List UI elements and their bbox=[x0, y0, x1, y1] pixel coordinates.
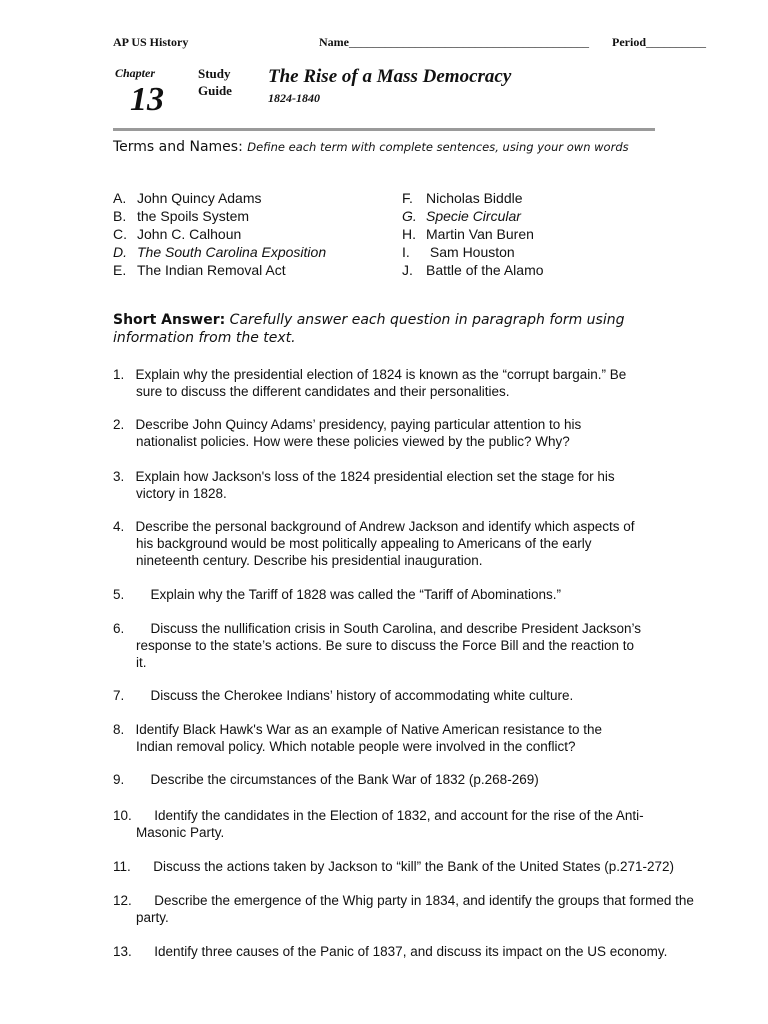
question-item bbox=[113, 416, 713, 450]
term-letter: F. bbox=[402, 190, 413, 206]
question-text: Discuss the Cherokee Indians’ history of accommodating white culture. bbox=[135, 688, 574, 703]
term-letter: J. bbox=[402, 262, 413, 278]
question-text: Describe the personal background of Andrew Jackson and identify which aspects of bbox=[135, 519, 635, 534]
question-item bbox=[113, 620, 713, 671]
question-number: 8. bbox=[113, 722, 136, 737]
question-continuation-line: nationalist policies. How were these policies viewed by the public? Why? bbox=[136, 434, 570, 449]
question-first-line bbox=[113, 943, 713, 960]
question-item bbox=[113, 468, 713, 502]
term-letter: G. bbox=[402, 208, 417, 224]
question-first-line bbox=[113, 771, 713, 788]
question-first-line bbox=[113, 518, 713, 535]
short-answer-instruction-1: Carefully answer each question in paragraph form using bbox=[229, 312, 625, 328]
question-continuation-line: response to the state’s actions. Be sure to discuss the Force Bill and the reaction to bbox=[136, 638, 635, 653]
question-first-line bbox=[113, 892, 713, 909]
name-field[interactable] bbox=[319, 35, 589, 50]
term-item bbox=[113, 225, 326, 243]
question-continuation-line: it. bbox=[136, 655, 147, 670]
question-item bbox=[113, 687, 713, 704]
question-item bbox=[113, 518, 713, 569]
question-first-line bbox=[113, 807, 713, 824]
term-text: Nicholas Biddle bbox=[426, 190, 523, 206]
question-item bbox=[113, 892, 713, 926]
question-item bbox=[113, 366, 713, 400]
term-text: The South Carolina Exposition bbox=[137, 244, 327, 260]
question-continuation-line: his background would be most politically appealing to Americans of the early bbox=[136, 536, 592, 551]
short-answer-heading: Short Answer: bbox=[113, 312, 226, 328]
question-number: 4. bbox=[113, 519, 136, 534]
course-label: AP US History bbox=[113, 35, 189, 49]
question-text: Explain how Jackson's loss of the 1824 presidential election set the stage for his bbox=[135, 469, 615, 484]
term-letter: D. bbox=[113, 244, 127, 260]
term-item bbox=[113, 207, 326, 225]
question-number: 11. bbox=[113, 859, 143, 874]
chapter-years: 1824-1840 bbox=[268, 91, 320, 105]
terms-heading: Terms and Names: bbox=[113, 139, 243, 155]
question-first-line bbox=[113, 468, 713, 485]
question-number: 9. bbox=[113, 772, 136, 787]
term-text: John Quincy Adams bbox=[137, 190, 262, 206]
short-answer-instruction-2: information from the text. bbox=[113, 330, 296, 346]
question-item bbox=[113, 858, 713, 875]
question-number: 1. bbox=[113, 367, 136, 382]
chapter-number: 13 bbox=[130, 81, 164, 118]
term-item bbox=[402, 207, 544, 225]
term-letter: I. bbox=[402, 244, 410, 260]
term-item bbox=[402, 243, 544, 261]
term-letter: C. bbox=[113, 226, 127, 242]
question-continuation-line: Masonic Party. bbox=[136, 825, 225, 840]
question-number: 5. bbox=[113, 587, 136, 602]
question-text: Identify three causes of the Panic of 1837, and discuss its impact on the US economy. bbox=[143, 944, 668, 959]
question-continuation-line: sure to discuss the different candidates and their personalities. bbox=[136, 384, 510, 399]
question-text: Discuss the nullification crisis in South Carolina, and describe President Jackson’s bbox=[135, 621, 642, 636]
question-text: Explain why the presidential election of 1824 is known as the “corrupt bargain.” Be bbox=[135, 367, 627, 382]
question-item bbox=[113, 721, 713, 755]
term-letter: A. bbox=[113, 190, 127, 206]
question-item bbox=[113, 943, 713, 960]
terms-left-column bbox=[113, 189, 326, 279]
question-text: Discuss the actions taken by Jackson to “kill” the Bank of the United States (p.271-272) bbox=[142, 859, 675, 874]
question-text: Describe the emergence of the Whig party in 1834, and identify the groups that formed the bbox=[143, 893, 694, 908]
question-text: Explain why the Tariff of 1828 was called the “Tariff of Abominations.” bbox=[135, 587, 561, 602]
question-text: Describe John Quincy Adams’ presidency, paying particular attention to his bbox=[135, 417, 582, 432]
question-item bbox=[113, 807, 713, 841]
question-first-line bbox=[113, 858, 713, 875]
term-letter: H. bbox=[402, 226, 416, 242]
term-text: Martin Van Buren bbox=[426, 226, 534, 242]
term-text: the Spoils System bbox=[137, 208, 250, 224]
study-word: Study bbox=[198, 66, 231, 81]
term-item bbox=[113, 261, 326, 279]
term-item bbox=[113, 189, 326, 207]
question-number: 12. bbox=[113, 893, 144, 908]
term-text: The Indian Removal Act bbox=[137, 262, 286, 278]
question-number: 10. bbox=[113, 808, 144, 823]
chapter-word: Chapter bbox=[115, 66, 156, 80]
question-continuation-line: nineteenth century. Describe his presidential inauguration. bbox=[136, 553, 483, 568]
term-text: John C. Calhoun bbox=[137, 226, 242, 242]
question-text: Describe the circumstances of the Bank War of 1832 (p.268-269) bbox=[135, 772, 539, 787]
period-field[interactable] bbox=[612, 35, 706, 50]
question-item bbox=[113, 771, 713, 788]
terms-instruction: Define each term with complete sentences, using your own words bbox=[247, 140, 629, 154]
question-first-line bbox=[113, 620, 713, 637]
question-item bbox=[113, 586, 713, 603]
question-first-line bbox=[113, 721, 713, 738]
question-text: Identify the candidates in the Election of 1832, and account for the rise of the Anti- bbox=[143, 808, 644, 823]
term-letter: E. bbox=[113, 262, 127, 278]
question-continuation-line: victory in 1828. bbox=[136, 486, 227, 501]
question-number: 3. bbox=[113, 469, 136, 484]
term-text: Sam Houston bbox=[426, 244, 515, 260]
question-number: 2. bbox=[113, 417, 136, 432]
guide-word: Guide bbox=[198, 83, 232, 98]
term-text: Battle of the Alamo bbox=[426, 262, 544, 278]
period-label: Period bbox=[612, 35, 646, 49]
question-continuation-line: Indian removal policy. Which notable people were involved in the conflict? bbox=[136, 739, 576, 754]
question-first-line bbox=[113, 366, 713, 383]
term-item bbox=[402, 261, 544, 279]
question-text: Identify Black Hawk's War as an example of Native American resistance to the bbox=[135, 722, 603, 737]
term-item bbox=[402, 225, 544, 243]
question-continuation-line: party. bbox=[136, 910, 169, 925]
question-number: 13. bbox=[113, 944, 144, 959]
header-divider bbox=[113, 128, 655, 131]
question-first-line bbox=[113, 586, 713, 603]
term-text: Specie Circular bbox=[426, 208, 521, 224]
period-line: __________ bbox=[646, 35, 706, 49]
term-item bbox=[402, 189, 544, 207]
term-item bbox=[113, 243, 326, 261]
question-first-line bbox=[113, 416, 713, 433]
term-letter: B. bbox=[113, 208, 127, 224]
name-label: Name bbox=[319, 35, 349, 49]
terms-right-column bbox=[402, 189, 544, 279]
question-first-line bbox=[113, 687, 713, 704]
question-number: 6. bbox=[113, 621, 136, 636]
name-line: ________________________________________ bbox=[349, 35, 589, 49]
page-title: The Rise of a Mass Democracy bbox=[268, 66, 512, 87]
question-number: 7. bbox=[113, 688, 136, 703]
terms-heading-row bbox=[113, 138, 629, 156]
short-answer-heading-row bbox=[113, 311, 624, 329]
